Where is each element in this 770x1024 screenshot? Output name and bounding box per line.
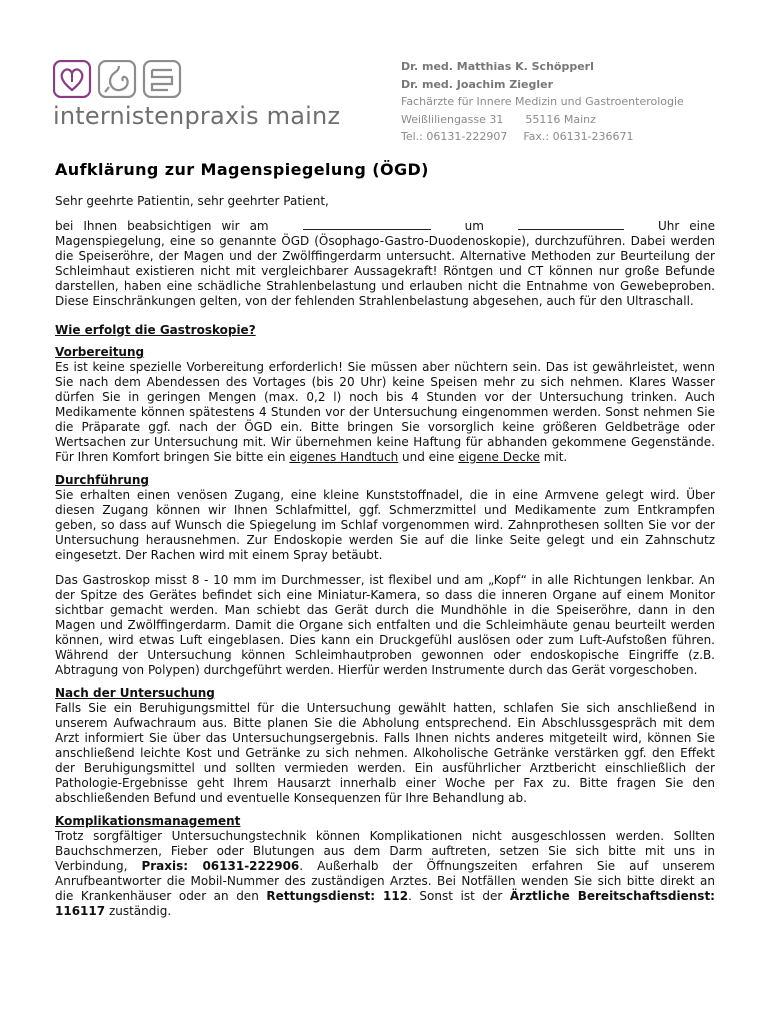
intestine-icon	[144, 61, 180, 97]
document-title: Aufklärung zur Magenspiegelung (ÖGD)	[55, 160, 429, 179]
vorbereitung-text: Es ist keine spezielle Vorbereitung erforderlich! Sie müssen aber nüchtern sein. Das ist gewährleistet, wenn Sie nach dem Abendessen des Vortages (bis 20 Uhr) keine Speisen mehr zu sich nehmen. Klares Wasser dürfen Sie in geringen Mengen (max. 0,2 l) noch bis 4 Stunden vor der Untersuchung trinken. Auch Medikamente können spätestens 4 Stunden vor der Untersuchung eingenommen werden. Sonst nehmen Sie die Präparate ggf. nach der ÖGD ein. Bitte bringen Sie vorsorglich keine größeren Geldbeträge oder Wertsachen zur Untersuchung mit. Wir übernehmen keine Haftung für abhanden gekommene Gegenstände. Für Ihren Komfort bringen Sie bitte ein eigenes Handtuch und eine eigene Decke mit.	[55, 360, 715, 464]
city: 55116 Mainz	[525, 112, 596, 126]
nach-untersuchung-text: Falls Sie ein Beruhigungsmittel für die Untersuchung gewählt hatten, schlafen Sie sich anschließend in unserem Aufwachraum aus. Bitte planen Sie die Abholung entsprechend. Ein Abschlussgespräch mit dem Arzt informiert Sie über das Untersuchungsergebnis. Falls Ihnen nichts anderes mitgeteilt wird, können Sie anschließend leichte Kost und Getränke zu sich nehmen. Alkoholische Getränke verstärken ggf. den Effekt der Beruhigungsmittel und sollten vermieden werden. Ein ausführlicher Arztbericht einschließlich der Pathologie-Ergebnisse geht Ihrem Hausarzt innerhalb einer Woche per Fax zu. Bitte fragen Sie den abschließenden Befund und eventuelle Konsequenzen für Ihre Behandlung ab.	[55, 701, 715, 805]
logo-wordmark: internistenpraxis mainz	[53, 102, 341, 130]
time-blank[interactable]	[518, 219, 624, 230]
stomach-icon	[99, 61, 135, 97]
main-content	[55, 160, 715, 919]
organ-icons	[53, 60, 183, 98]
praxis-phone: Praxis: 06131-222906	[141, 859, 300, 873]
intro-paragraph: bei Ihnen beabsichtigen wir am um Uhr eine Magenspiegelung, eine so genannte ÖGD (Ösophago-Gastro-Duodenoskopie), durchzuführen. Dabei werden die Speiseröhre, der Magen und der Zwölffingerdarm untersucht. Alternative Methoden zur Beurteilung der Schleimhaut existieren nicht mit vergleichbarer Aussagekraft! Röntgen und CT können nur große Befunde darstellen, haben eine schädliche Strahlenbelastung und erlauben nicht die Entnahme von Gewebeproben. Diese Einschränkungen gelten, von der fehlenden Strahlenbelastung abgesehen, auch für den Ultraschall.	[55, 219, 715, 308]
bereitschaftsdienst-number: Ärztliche Bereitschaftsdienst: 116117	[55, 889, 715, 918]
street: Weißliliengasse 31	[401, 112, 504, 126]
doctor-name-1: Dr. med. Matthias K. Schöpperl	[401, 60, 594, 73]
heading-vorbereitung: Vorbereitung	[55, 345, 145, 359]
practice-logo	[53, 58, 353, 130]
heading-komplikation: Komplikationsmanagement	[55, 814, 241, 828]
greeting: Sehr geehrte Patientin, sehr geehrter Patient,	[55, 194, 329, 208]
specialty: Fachärzte für Innere Medizin und Gastroenterologie	[401, 95, 684, 108]
komplikation-text: Trotz sorgfältiger Untersuchungstechnik können Komplikationen nicht ausgeschlossen werden. Sollten Bauchschmerzen, Fieber oder Blutungen aus dem Darm auftreten, setzen Sie sich bitte mit uns in Verbindung, Praxis: 06131-222906. Außerhalb der Öffnungszeiten erfahren Sie auf unserem Anrufbeantworter die Mobil-Nummer des zuständigen Arztes. Bei Notfällen wenden Sie sich bitte direkt an die Krankenhäuser oder an den Rettungsdienst: 112. Sonst ist der Ärztliche Bereitschaftsdienst: 116117 zuständig.	[55, 829, 715, 918]
heart-icon	[54, 61, 90, 97]
contact-block	[401, 58, 684, 146]
date-blank[interactable]	[303, 219, 431, 230]
heading-durchfuehrung: Durchführung	[55, 473, 149, 487]
telephone: Tel.: 06131-222907	[401, 130, 508, 143]
doctor-name-2: Dr. med. Joachim Ziegler	[401, 77, 554, 91]
durchfuehrung-text-1: Sie erhalten einen venösen Zugang, eine kleine Kunststoffnadel, die in eine Armvene gelegt wird. Über diesen Zugang können wir Ihnen Schlafmittel, ggf. Schmerzmittel und Medikamente zum Entkrampfen geben, so dass auf Wunsch die Spiegelung im Schlaf vorgenommen wird. Zahnprothesen sollten Sie vor der Untersuchung herausnehmen. Zur Endoskopie werden Sie auf die linke Seite gelegt und ein Zahnschutz eingesetzt. Der Rachen wird mit einem Spray betäubt.	[55, 488, 715, 562]
address	[401, 111, 684, 129]
durchfuehrung-text-2: Das Gastroskop misst 8 - 10 mm im Durchmesser, ist flexibel und am „Kopf“ in alle Richtungen lenkbar. An der Spitze des Gerätes befindet sich eine Miniatur-Kamera, so dass die inneren Organe auf einem Monitor sichtbar gemacht werden. Man schiebt das Gerät durch die Mundhöhle in die Speiseröhre, dann in den Magen und Zwölffingerdarm. Damit die Organe sich entfalten und die Schleimhäute genau beurteilt werden können, wird etwas Luft eingeblasen. Dies kann ein Druckgefühl auslösen oder zum Luft-Aufstoßen führen. Während der Untersuchung können Schleimhautproben gewonnen oder endoskopische Eingriffe (z.B. Abtragung von Polypen) durchgeführt werden. Hierfür werden Instrumente durch das Gerät vorgeschoben.	[55, 573, 715, 677]
heading-nach-untersuchung: Nach der Untersuchung	[55, 686, 215, 700]
fax: Fax.: 06131-236671	[523, 130, 634, 143]
section-heading-main: Wie erfolgt die Gastroskopie?	[55, 323, 256, 337]
rettungsdienst-number: Rettungsdienst: 112	[266, 889, 409, 903]
phone-fax	[401, 128, 684, 146]
